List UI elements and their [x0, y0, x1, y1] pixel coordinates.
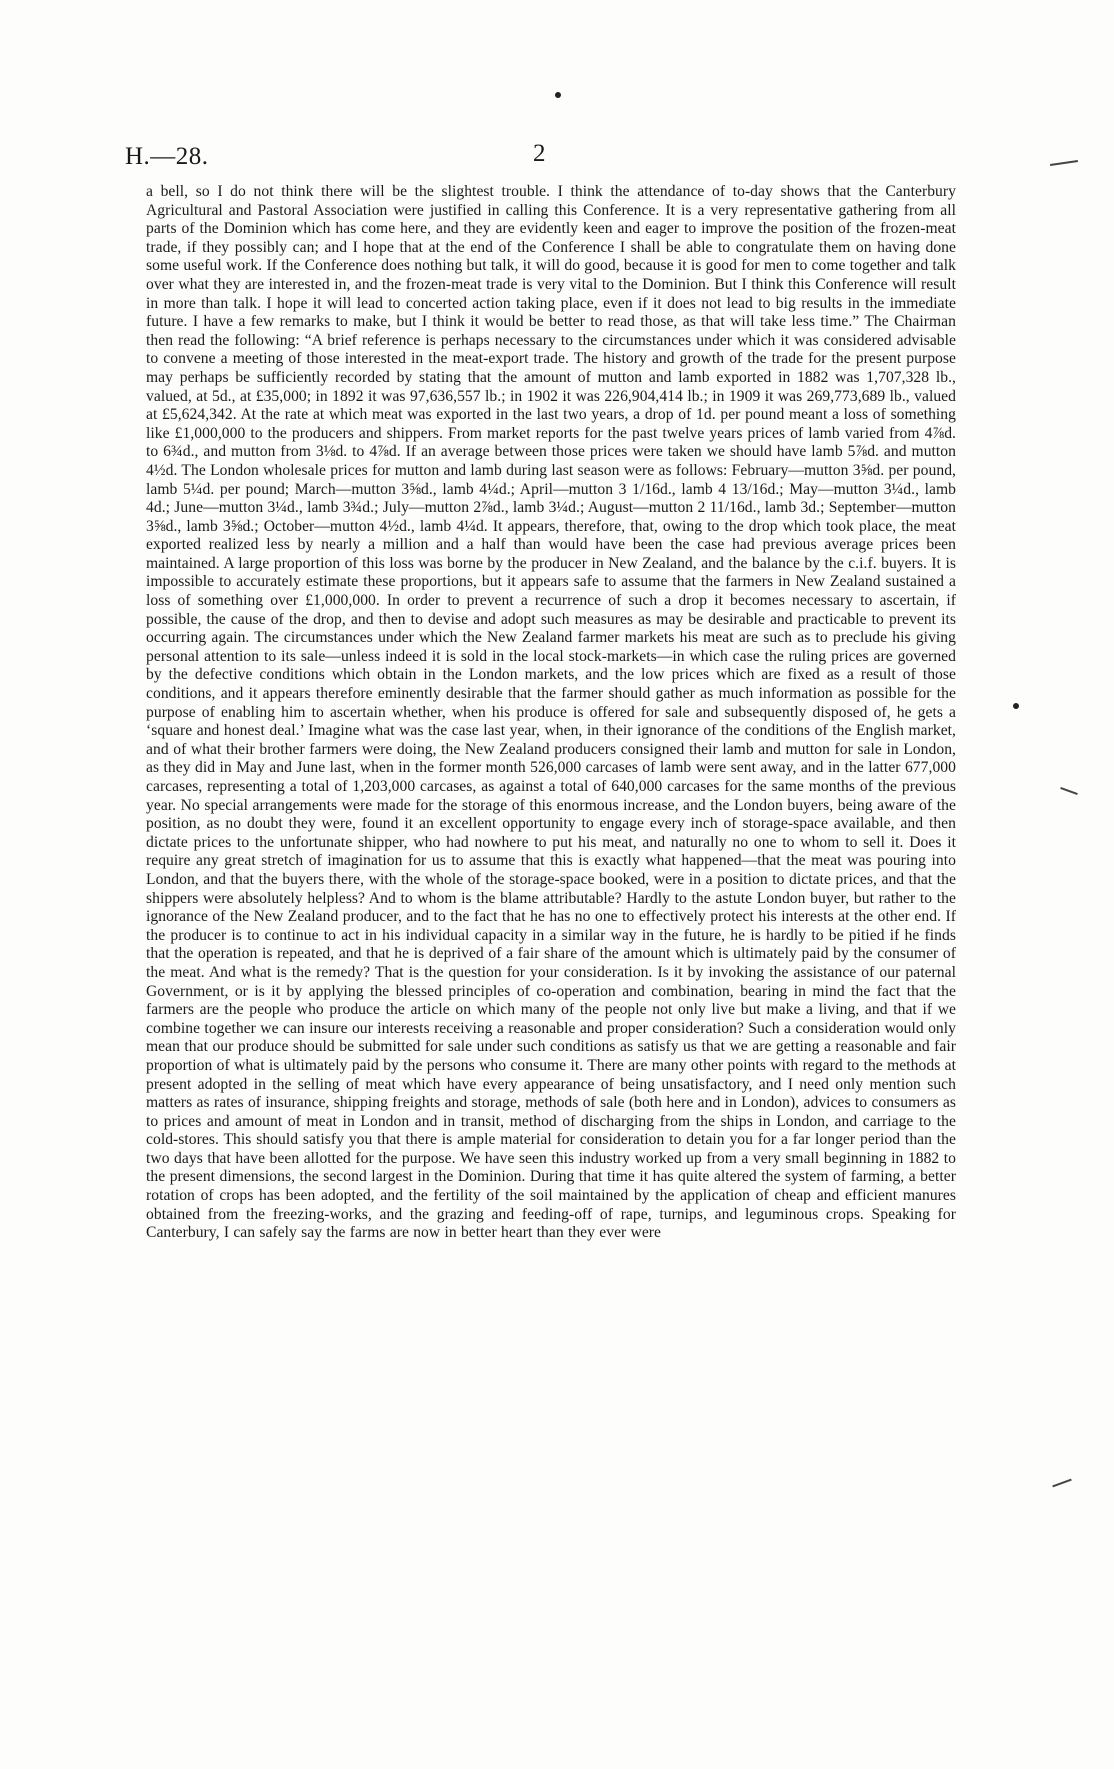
ink-dot-margin	[1013, 703, 1019, 709]
body-paragraph: a bell, so I do not think there will be the slightest trouble. I think the attendance of to-day shows that the Canterbury Agricultural and Pastoral Association were justified in calling this Conference. It is a very representative gathering from all parts of the Dominion which has come here, and they are evidently keen and eager to improve the position of the frozen-meat trade, if they possibly can; and I hope that at the end of the Conference I shall be able to congratulate them on having done some useful work. If the Conference does nothing but talk, it will do good, because it is good for men to come together and talk over what they are interested in, and the frozen-meat trade is very vital to the Dominion. But I think this Conference will result in more than talk. I hope it will lead to concerted action taking place, even if it does not lead to big results in the immediate future. I have a few remarks to make, but I think it would be better to read those, as that will take less time.” The Chairman then read the following: “A brief reference is perhaps necessary to the circumstances under which it was considered advisable to convene a meeting of those interested in the meat-export trade. The history and growth of the trade for the present purpose may perhaps be sufficiently recorded by stating that the amount of mutton and lamb exported in 1882 was 1,707,328 lb., valued, at 5d., at £35,000; in 1892 it was 97,636,557 lb.; in 1902 it was 226,904,414 lb.; in 1909 it was 269,773,689 lb., valued at £5,624,342. At the rate at which meat was exported in the last two years, a drop of 1d. per pound meant a loss of something like £1,000,000 to the producers and shippers. From market reports for the past twelve years prices of lamb varied from 4⅞d. to 6¾d., and mutton from 3⅛d. to 4⅞d. If an average between those prices were taken we should have lamb 5⅞d. and mutton 4½d. The London wholesale prices for mutton and lamb during last season were as follows: February—mutton 3⅝d. per pound, lamb 5¼d. per pound; March—mutton 3⅝d., lamb 4¼d.; April—mutton 3 1/16d., lamb 4 13/16d.; May—mutton 3¼d., lamb 4d.; June—mutton 3¼d., lamb 3¾d.; July—mutton 2⅞d., lamb 3¼d.; August—mutton 2 11/16d., lamb 3d.; September—mutton 3⅝d., lamb 3⅝d.; October—mutton 4½d., lamb 4¼d. It appears, therefore, that, owing to the drop which took place, the meat exported realized less by nearly a million and a half than would have been the case had previous average prices been maintained. A large proportion of this loss was borne by the producer in New Zealand, and the balance by the c.i.f. buyers. It is impossible to accurately estimate these proportions, but it appears safe to assume that the farmers in New Zealand sustained a loss of something over £1,000,000. In order to prevent a recurrence of such a drop it becomes necessary to ascertain, if possible, the cause of the drop, and then to devise and adopt such measures as may be desirable and practicable to prevent its occurring again. The circumstances under which the New Zealand farmer markets his meat are such as to preclude his giving personal attention to its sale—unless indeed it is sold in the local stock-markets—in which case the ruling prices are governed by the defective conditions which obtain in the London markets, and the low prices which are fixed as a result of those conditions, and it appears therefore eminently desirable that the farmer should gather as much information as possible for the purpose of enabling him to ascertain whether, when his produce is offered for sale and subsequently disposed of, he gets a ‘square and honest deal.’ Imagine what was the case last year, when, in their ignorance of the conditions of the English market, and of what their brother farmers were doing, the New Zealand producers consigned their lamb and mutton for sale in London, as they did in May and June last, when in the former month 526,000 carcases of lamb were sent away, and in the latter 677,000 carcases, representing a total of 1,203,000 carcases, as against a total of 640,000 carcases for the same months of the previous year. No special arrangements were made for the storage of this enormous increase, and the London buyers, being aware of the position, as no doubt they were, found it an excellent opportunity to engage every inch of storage-space available, and then dictate prices to the unfortunate shipper, who had nowhere to put his meat, and naturally no one to whom to sell it. Does it require any great stretch of imagination for us to assume that this is exactly what happened—that the meat was pouring into London, and that the buyers there, with the whole of the storage-space booked, were in a position to dictate prices, and that the shippers were absolutely helpless? And to whom is the blame attributable? Hardly to the astute London buyer, but rather to the ignorance of the New Zealand producer, and to the fact that he has no one to effectively protect his interests at the other end. If the producer is to continue to act in his individual capacity in a similar way in the future, he is hardly to be pitied if he finds that the operation is repeated, and that he is deprived of a fair share of the amount which is ultimately paid by the consumer of the meat. And what is the remedy? That is the question for your consideration. Is it by invoking the assistance of our paternal Government, or is it by applying the blessed principles of co-operation and combination, bearing in mind the fact that the farmers are the people who produce the article on which many of the people not only live but make a living, and that if we combine together we can insure our interests receiving a reasonable and proper consideration? Such a consideration would only mean that our produce should be submitted for sale under such conditions as satisfy us that we are getting a reasonable and fair proportion of what is ultimately paid by the persons who consume it. There are many other points with regard to the methods at present adopted in the selling of meat which have every appearance of being unsatisfactory, and I need only mention such matters as rates of insurance, shipping freights and storage, methods of sale (both here and in London), advices to consumers as to prices and amount of meat in London and in transit, method of discharging from the ships in London, and carriage to the cold-stores. This should satisfy you that there is ample material for consideration to detain you for a far longer period than the two days that have been allotted for the purpose. We have seen this industry worked up from a very small beginning in 1882 to the present dimensions, the second largest in the Dominion. During that time it has quite altered the system of farming, a better rotation of crops has been adopted, and the fertility of the soil maintained by the application of cheap and efficient manures obtained from the freezing-works, and the grazing and feeding-off of rape, turnips, and leguminous crops. Speaking for Canterbury, I can safely say the farms are now in better heart than they ever were	[146, 183, 956, 1242]
margin-mark	[1050, 160, 1078, 166]
document-reference: H.—28.	[125, 143, 209, 170]
margin-mark	[1060, 787, 1078, 795]
page-number: 2	[533, 140, 546, 167]
margin-mark	[1052, 1479, 1071, 1488]
ink-dot	[555, 92, 561, 98]
